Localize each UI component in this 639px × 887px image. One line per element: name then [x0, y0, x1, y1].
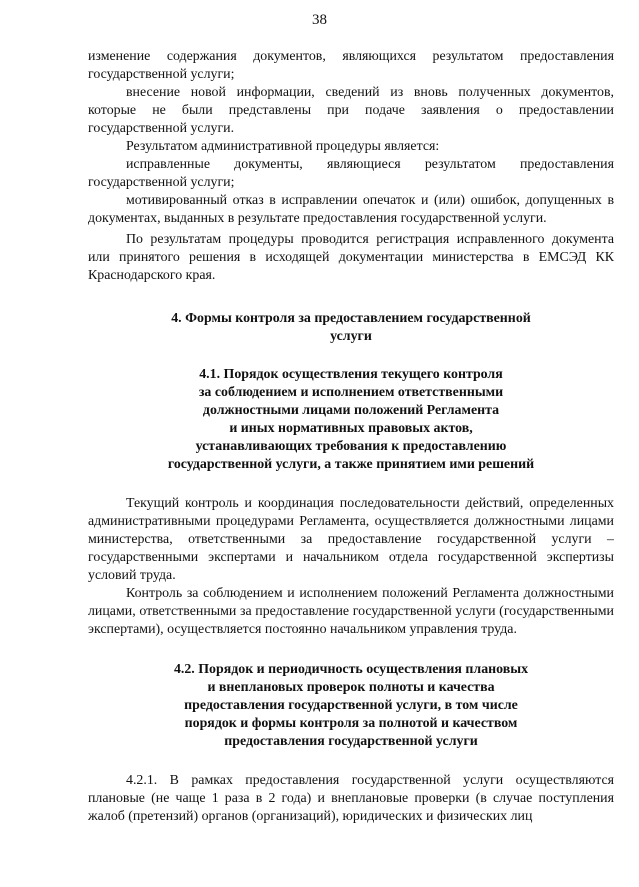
heading-line: государственной услуги, а также принятием ими решений — [167, 457, 535, 472]
heading-line: и внеплановых проверок полноты и качества — [207, 680, 495, 695]
heading-line: 4.1. Порядок осуществления текущего контроля — [199, 367, 503, 382]
page-number: 38 — [312, 12, 327, 28]
heading-line: за соблюдением и исполнением ответственными — [198, 385, 504, 400]
heading-line: предоставления государственной услуги — [224, 734, 478, 749]
section-4-1-heading — [88, 366, 614, 474]
section-4-heading — [88, 310, 614, 346]
section-4-2-heading — [88, 661, 614, 751]
heading-line: услуги — [330, 329, 372, 344]
heading-line: устанавливающих требования к предоставлению — [195, 439, 507, 454]
heading-line: должностными лицами положений Регламента — [202, 403, 500, 418]
heading-line: и иных нормативных правовых актов, — [229, 421, 473, 436]
paragraph: Контроль за соблюдением и исполнением положений Регламента должностными лицами, ответственными за предоставление государственной услуги (государственными экспертами), осуществляется постоянно начальником управления труда. — [88, 586, 614, 637]
paragraph: Текущий контроль и координация последовательности действий, определенных административными процедурами Регламента, осуществляется должностными лицами министерства, ответственными за предоставление государственной услуги – государственными экспертами и начальником отдела государственной экспертизы условий труда. — [88, 496, 614, 583]
heading-line: 4.2. Порядок и периодичность осуществления плановых — [173, 662, 529, 677]
document-body — [88, 48, 614, 826]
paragraph: По результатам процедуры проводится регистрация исправленного документа или принятого решения в исходящей документации министерства в ЕМСЭД КК Краснодарского края. — [88, 232, 614, 283]
heading-line: 4. Формы контроля за предоставлением государственной — [171, 311, 531, 326]
heading-line: порядок и формы контроля за полнотой и качеством — [184, 716, 518, 731]
paragraph: изменение содержания документов, являющихся результатом предоставления государственной услуги; — [88, 49, 614, 82]
paragraph: Результатом административной процедуры является: — [126, 139, 440, 154]
paragraph: внесение новой информации, сведений из вновь полученных документов, которые не были представлены при подаче заявления о предоставлении государственной услуги. — [88, 85, 614, 136]
paragraph: мотивированный отказ в исправлении опечаток и (или) ошибок, допущенных в документах, выданных в результате предоставления государственной услуги. — [88, 193, 614, 226]
paragraph: 4.2.1. В рамках предоставления государственной услуги осуществляются плановые (не чаще 1 раза в 2 года) и внеплановые проверки (в случае поступления жалоб (претензий) органов (организаций), юридических и физических лиц — [88, 773, 614, 824]
heading-line: предоставления государственной услуги, в том числе — [184, 698, 518, 713]
paragraph: исправленные документы, являющиеся результатом предоставления государственной услуги; — [88, 157, 614, 190]
